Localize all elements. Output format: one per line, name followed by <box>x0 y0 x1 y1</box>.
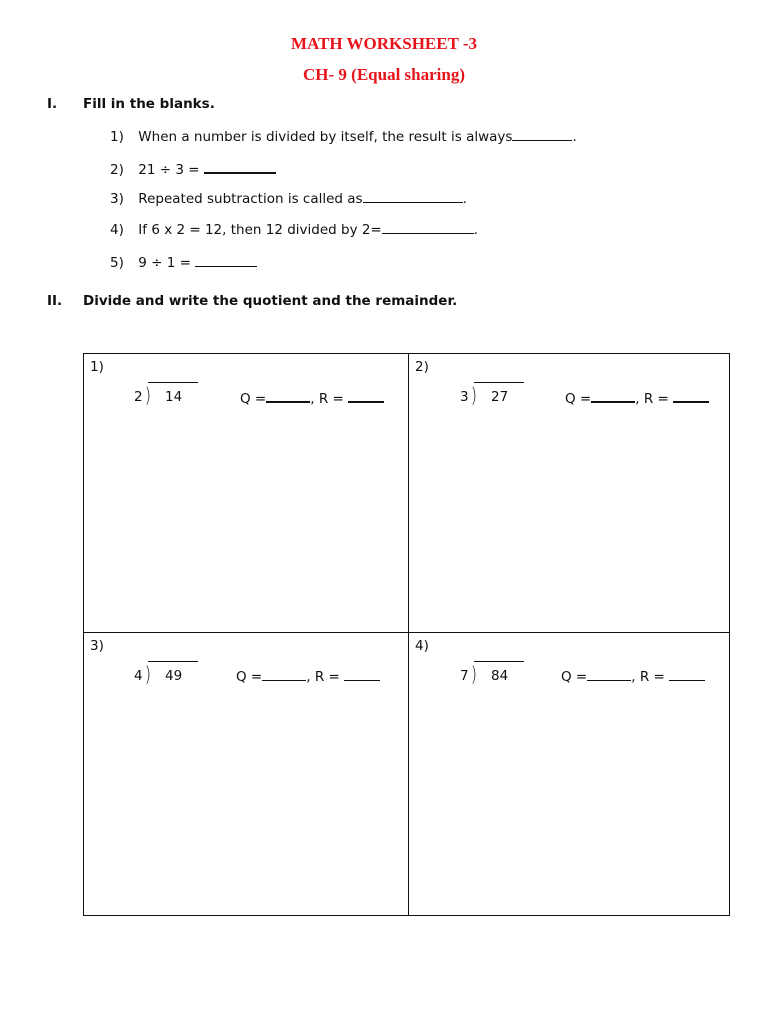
worksheet-title: MATH WORKSHEET -3 <box>290 34 478 53</box>
section-2-number: II. <box>47 293 63 309</box>
answer-blank[interactable] <box>512 128 572 141</box>
long-division-bracket <box>132 379 202 409</box>
dividend: 49 <box>165 668 183 684</box>
section-2-heading <box>47 293 457 309</box>
dividend: 14 <box>165 389 183 405</box>
problem-number: 3) <box>90 638 104 654</box>
remainder-blank[interactable] <box>669 668 705 681</box>
question-text: 9 ÷ 1 = <box>138 255 196 271</box>
long-division-bracket <box>132 658 202 688</box>
question-suffix: . <box>572 129 577 145</box>
question-number: 1) <box>110 129 124 145</box>
long-division-bracket <box>458 379 528 409</box>
remainder-label: , R = <box>310 391 349 407</box>
question-text: If 6 x 2 = 12, then 12 divided by 2= <box>138 222 382 238</box>
problem-number: 4) <box>415 638 429 654</box>
quotient-blank[interactable] <box>262 668 306 681</box>
division-bar <box>148 661 198 662</box>
quotient-label: Q = <box>240 391 267 407</box>
long-division-bracket <box>458 658 528 688</box>
quotient-label: Q = <box>561 669 588 685</box>
section-1-title: Fill in the blanks. <box>83 96 215 112</box>
fill-blank-question-2 <box>110 160 276 178</box>
division-bar <box>474 382 524 383</box>
remainder-label: , R = <box>631 669 670 685</box>
division-bracket-icon: ) <box>470 383 478 407</box>
division-bracket-icon: ) <box>470 662 478 686</box>
remainder-blank[interactable] <box>344 668 380 681</box>
division-bar <box>474 661 524 662</box>
divisor: 2 <box>134 389 143 405</box>
fill-blank-question-4 <box>110 221 478 238</box>
question-suffix: . <box>473 222 479 238</box>
division-problem-4[interactable] <box>409 633 732 911</box>
divisor: 3 <box>460 389 469 405</box>
divisor: 4 <box>134 668 143 684</box>
problem-number: 2) <box>415 359 429 375</box>
quotient-remainder <box>236 668 380 685</box>
remainder-blank[interactable] <box>673 389 709 403</box>
division-bracket-icon: ) <box>144 662 152 686</box>
fill-blank-question-5 <box>110 254 257 271</box>
quotient-blank[interactable] <box>591 389 635 403</box>
section-2-title: Divide and write the quotient and the remainder. <box>83 293 458 309</box>
question-suffix: . <box>462 191 467 207</box>
quotient-label: Q = <box>236 669 263 685</box>
division-problem-3[interactable] <box>84 633 407 911</box>
division-bar <box>148 382 198 383</box>
section-1-number: I. <box>47 96 58 112</box>
question-number: 4) <box>110 222 124 238</box>
division-problem-grid <box>83 353 730 916</box>
quotient-label: Q = <box>565 391 592 407</box>
fill-blank-question-3 <box>110 190 467 207</box>
remainder-label: , R = <box>635 391 674 407</box>
division-bracket-icon: ) <box>144 383 152 407</box>
answer-blank[interactable] <box>204 160 276 174</box>
answer-blank[interactable] <box>382 221 474 234</box>
quotient-remainder <box>240 389 384 407</box>
answer-blank[interactable] <box>363 190 463 203</box>
problem-number: 1) <box>90 359 104 375</box>
remainder-blank[interactable] <box>348 389 384 403</box>
question-text: 21 ÷ 3 = <box>138 162 204 178</box>
worksheet-subtitle: CH- 9 (Equal sharing) <box>303 65 465 84</box>
quotient-remainder <box>565 389 709 407</box>
question-number: 3) <box>110 191 124 207</box>
dividend: 84 <box>491 668 509 684</box>
dividend: 27 <box>491 389 509 405</box>
quotient-remainder <box>561 668 705 685</box>
question-number: 5) <box>110 255 124 271</box>
question-number: 2) <box>110 162 124 178</box>
section-1-heading <box>47 96 215 112</box>
remainder-label: , R = <box>306 669 345 685</box>
question-text: When a number is divided by itself, the result is always <box>138 129 513 145</box>
question-text: Repeated subtraction is called as <box>138 191 363 207</box>
division-problem-1[interactable] <box>84 354 407 632</box>
division-problem-2[interactable] <box>409 354 732 632</box>
quotient-blank[interactable] <box>587 668 631 681</box>
divisor: 7 <box>460 668 469 684</box>
quotient-blank[interactable] <box>266 389 310 403</box>
fill-blank-question-1 <box>110 128 577 145</box>
answer-blank[interactable] <box>195 254 257 267</box>
